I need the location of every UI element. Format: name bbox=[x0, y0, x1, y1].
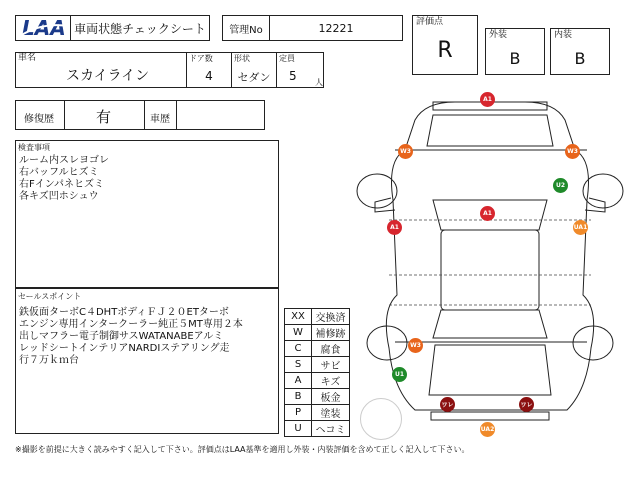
hood-outline bbox=[427, 115, 553, 146]
sales-lines bbox=[19, 307, 277, 367]
legend-row bbox=[285, 421, 350, 437]
legend-code: XX bbox=[285, 309, 312, 325]
svg-text:LAA: LAA bbox=[22, 16, 66, 40]
legend-meaning: 板金 bbox=[312, 389, 350, 405]
car-body-outline bbox=[386, 102, 593, 410]
wheel-front-right bbox=[583, 174, 623, 208]
footer-note: ※撮影を前提に大きく読みやすく記入して下さい。評価点はLAA基準を適用し外装・内装評価を含めて正しく記入して下さい。 bbox=[15, 445, 470, 454]
legend-code: C bbox=[285, 341, 312, 357]
damage-badge: UA2 bbox=[480, 422, 495, 437]
sheet-title-box bbox=[70, 15, 210, 41]
mirror-right bbox=[585, 198, 605, 212]
legend-meaning: 交換済 bbox=[312, 309, 350, 325]
sheet-title: 車両状態チェックシート bbox=[74, 21, 206, 36]
sales-line: 鉄仮面ターボC４DHTボディＦＪ２０ETターボ bbox=[19, 307, 229, 318]
damage-badge: U2 bbox=[553, 178, 568, 193]
doors-value: 4 bbox=[205, 69, 213, 83]
interior-label: 内装 bbox=[554, 30, 573, 40]
repair-row bbox=[15, 100, 265, 130]
repair-value: 有 bbox=[96, 108, 112, 126]
legend-meaning: サビ bbox=[312, 357, 350, 373]
history-label: 車歴 bbox=[150, 114, 170, 125]
damage-badge: A1 bbox=[480, 206, 495, 221]
repair-divider-2 bbox=[144, 101, 145, 129]
interior-value: B bbox=[574, 49, 586, 68]
exterior-label: 外装 bbox=[489, 30, 508, 40]
damage-badge: W3 bbox=[398, 144, 413, 159]
shape-label: 形状 bbox=[234, 54, 250, 63]
stamp-circle bbox=[360, 398, 402, 440]
legend-meaning: ヘコミ bbox=[312, 421, 350, 437]
roof bbox=[441, 230, 539, 310]
car-name-label: 車名 bbox=[18, 53, 37, 63]
damage-badge: A1 bbox=[480, 92, 495, 107]
damage-badge: ワレ bbox=[519, 397, 534, 412]
legend-code: U bbox=[285, 421, 312, 437]
damage-badge: W3 bbox=[408, 338, 423, 353]
inspection-lines bbox=[19, 155, 109, 203]
car-diagram bbox=[355, 90, 625, 440]
sales-line: 出しマフラー電子制御サスWATANABEアルミ bbox=[19, 331, 224, 342]
legend-meaning: 塗装 bbox=[312, 405, 350, 421]
legend-row bbox=[285, 373, 350, 389]
mgmt-label: 管理No bbox=[229, 24, 263, 36]
legend-code: B bbox=[285, 389, 312, 405]
legend-code: S bbox=[285, 357, 312, 373]
interior-box bbox=[550, 28, 610, 75]
inspection-line: ルーム内スレヨゴレ bbox=[19, 155, 109, 166]
exterior-value: B bbox=[509, 49, 521, 68]
mgmt-no: 12221 bbox=[318, 21, 354, 35]
doors-label: ドア数 bbox=[189, 54, 213, 63]
damage-badge: W3 bbox=[565, 144, 580, 159]
rear-window bbox=[433, 310, 547, 338]
sales-line: 行７万ｋｍ台 bbox=[19, 355, 79, 366]
legend-meaning: 腐食 bbox=[312, 341, 350, 357]
grade-box bbox=[412, 15, 478, 75]
grade-value: R bbox=[437, 38, 453, 63]
damage-badge: U1 bbox=[392, 367, 407, 382]
repair-divider-1 bbox=[64, 101, 65, 129]
wheel-front-left bbox=[357, 174, 397, 208]
damage-legend bbox=[284, 308, 350, 437]
grade-label: 評価点 bbox=[416, 17, 444, 27]
capacity-value: 5 bbox=[289, 69, 297, 83]
repair-divider-3 bbox=[176, 101, 177, 129]
sales-label: セールスポイント bbox=[18, 292, 82, 301]
legend-code: A bbox=[285, 373, 312, 389]
legend-row bbox=[285, 341, 350, 357]
inspection-line: 右Fインパネヒズミ bbox=[19, 179, 105, 190]
rear-bumper bbox=[431, 412, 549, 420]
damage-badge: A1 bbox=[387, 220, 402, 235]
capacity-label: 定員 bbox=[279, 54, 295, 63]
inspection-line: 右バッフルヒズミ bbox=[19, 167, 99, 178]
sales-line: レッドシートインテリアNARDIステアリング走 bbox=[19, 343, 230, 354]
mirror-left bbox=[375, 198, 395, 212]
repair-label: 修復歴 bbox=[24, 114, 54, 125]
mgmt-no-box bbox=[269, 15, 403, 41]
logo-box bbox=[15, 15, 70, 41]
trunk-outline bbox=[429, 345, 551, 395]
capacity-unit: 人 bbox=[315, 78, 323, 87]
sales-box bbox=[15, 288, 279, 434]
legend-meaning: キズ bbox=[312, 373, 350, 389]
car-name-box bbox=[15, 52, 187, 88]
legend-row bbox=[285, 325, 350, 341]
legend-row bbox=[285, 389, 350, 405]
legend-code: P bbox=[285, 405, 312, 421]
legend-meaning: 補修跡 bbox=[312, 325, 350, 341]
doors-box bbox=[186, 52, 232, 88]
capacity-box bbox=[276, 52, 324, 88]
inspection-box bbox=[15, 140, 279, 288]
mgmt-label-box bbox=[222, 15, 270, 41]
legend-row bbox=[285, 357, 350, 373]
laa-logo bbox=[16, 16, 71, 40]
shape-value: セダン bbox=[237, 71, 271, 84]
damage-badge: ワレ bbox=[440, 397, 455, 412]
car-name: スカイライン bbox=[66, 68, 150, 84]
legend-row bbox=[285, 405, 350, 421]
inspection-line: 各キズ凹ホシュウ bbox=[19, 191, 99, 202]
damage-badge: UA1 bbox=[573, 220, 588, 235]
legend-code: W bbox=[285, 325, 312, 341]
inspection-label: 検査事項 bbox=[18, 143, 50, 152]
sales-line: エンジン専用インタークーラー純正５MT専用２本 bbox=[19, 319, 243, 330]
shape-box bbox=[231, 52, 277, 88]
exterior-box bbox=[485, 28, 545, 75]
legend-row bbox=[285, 309, 350, 325]
